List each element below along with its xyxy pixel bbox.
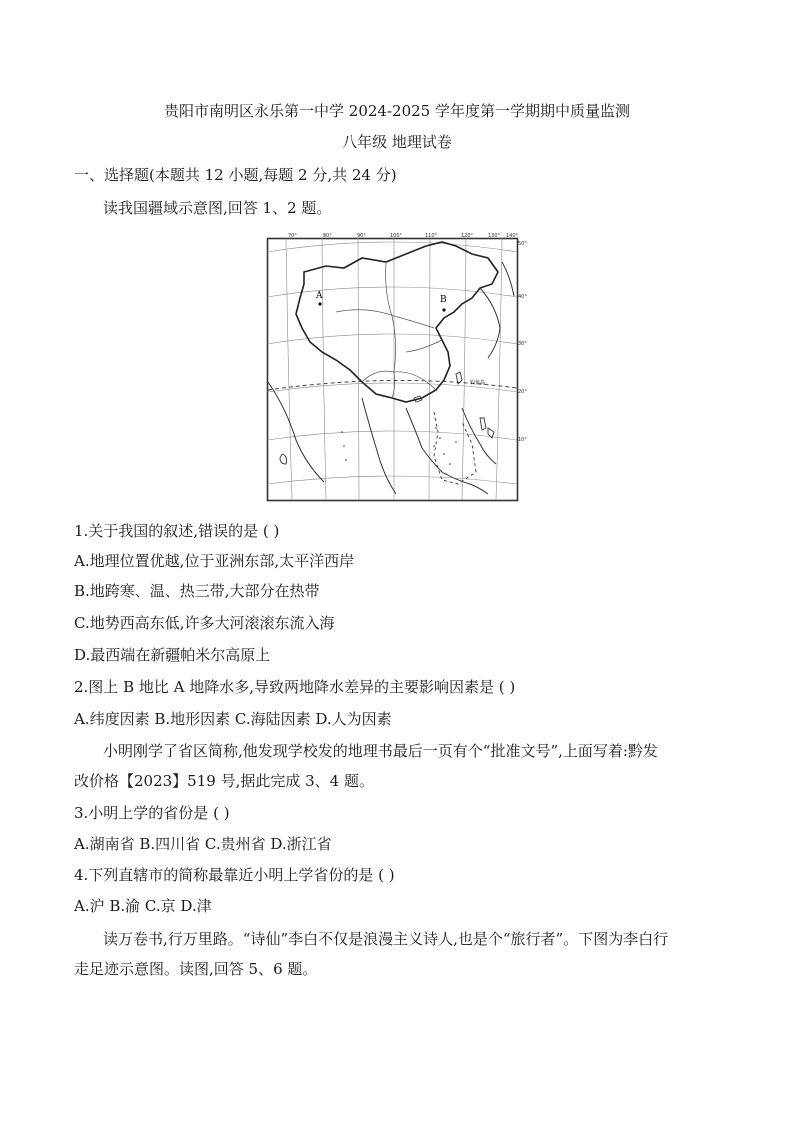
point-b-marker — [442, 308, 445, 311]
latitude-labels — [518, 241, 527, 443]
exam-subtitle: 八年级 地理试卷 — [342, 133, 452, 151]
point-b-label: B — [440, 295, 447, 305]
point-a-marker — [318, 302, 321, 305]
longitude-label: 130° — [488, 233, 501, 239]
q4-stem: 4.下列直辖市的简称最靠近小明上学省份的是 ( ) — [74, 866, 395, 884]
passage-2-line-1: 小明刚学了省区简称,他发现学校发的地理书最后一页有个“批准文号”,上面写着:黔发 — [103, 742, 658, 760]
section-heading: 一、选择题(本题共 12 小题,每题 2 分,共 24 分) — [74, 166, 397, 184]
map-frame — [268, 239, 518, 501]
q1-option-d: D.最西端在新疆帕米尔高原上 — [74, 646, 271, 664]
q3-options: A.湖南省 B.四川省 C.贵州省 D.浙江省 — [74, 835, 332, 853]
q4-options: A.沪 B.渝 C.京 D.津 — [74, 897, 212, 915]
map-intro: 读我国疆域示意图,回答 1、2 题。 — [103, 199, 332, 217]
q1-stem: 1.关于我国的叙述,错误的是 ( ) — [74, 522, 280, 540]
longitude-label: 90° — [357, 233, 366, 239]
q2-options: A.纬度因素 B.地形因素 C.海陆因素 D.人为因素 — [74, 710, 392, 728]
map-svg — [266, 232, 528, 502]
latitude-label: 10° — [518, 437, 527, 443]
longitude-label: 70° — [288, 233, 297, 239]
q1-option-c: C.地势西高东低,许多大河滚滚东流入海 — [74, 614, 335, 632]
longitude-label: 110° — [425, 233, 438, 239]
passage-3-line-2: 走足迹示意图。读图,回答 5、6 题。 — [74, 960, 318, 978]
longitude-label: 80° — [323, 233, 332, 239]
latitude-label: 20° — [518, 389, 527, 395]
latitude-label: 40° — [518, 294, 527, 300]
exam-title: 贵阳市南明区永乐第一中学 2024-2025 学年度第一学期期中质量监测 — [164, 102, 630, 120]
passage-2-line-2: 改价格【2023】519 号,据此完成 3、4 题。 — [74, 772, 374, 790]
longitude-label: 120° — [461, 233, 474, 239]
q1-option-b: B.地跨寒、温、热三带,大部分在热带 — [74, 582, 320, 600]
q1-option-a: A.地理位置优越,位于亚洲东部,太平洋西岸 — [74, 552, 355, 570]
passage-3-line-1: 读万卷书,行万里路。“诗仙”李白不仅是浪漫主义诗人,也是个“旅行者”。下图为李白行 — [103, 930, 669, 948]
longitude-label: 140° — [506, 233, 519, 239]
china-territory-map — [266, 232, 528, 502]
latitude-label: 30° — [518, 341, 527, 347]
q3-stem: 3.小明上学的省份是 ( ) — [74, 804, 230, 822]
longitude-label: 100° — [390, 233, 403, 239]
latitude-label: 50° — [518, 241, 527, 247]
point-a-label: A — [316, 291, 323, 301]
q2-stem: 2.图上 B 地比 A 地降水多,导致两地降水差异的主要影响因素是 ( ) — [74, 678, 516, 696]
island-label: 钓鱼岛 — [470, 380, 486, 386]
